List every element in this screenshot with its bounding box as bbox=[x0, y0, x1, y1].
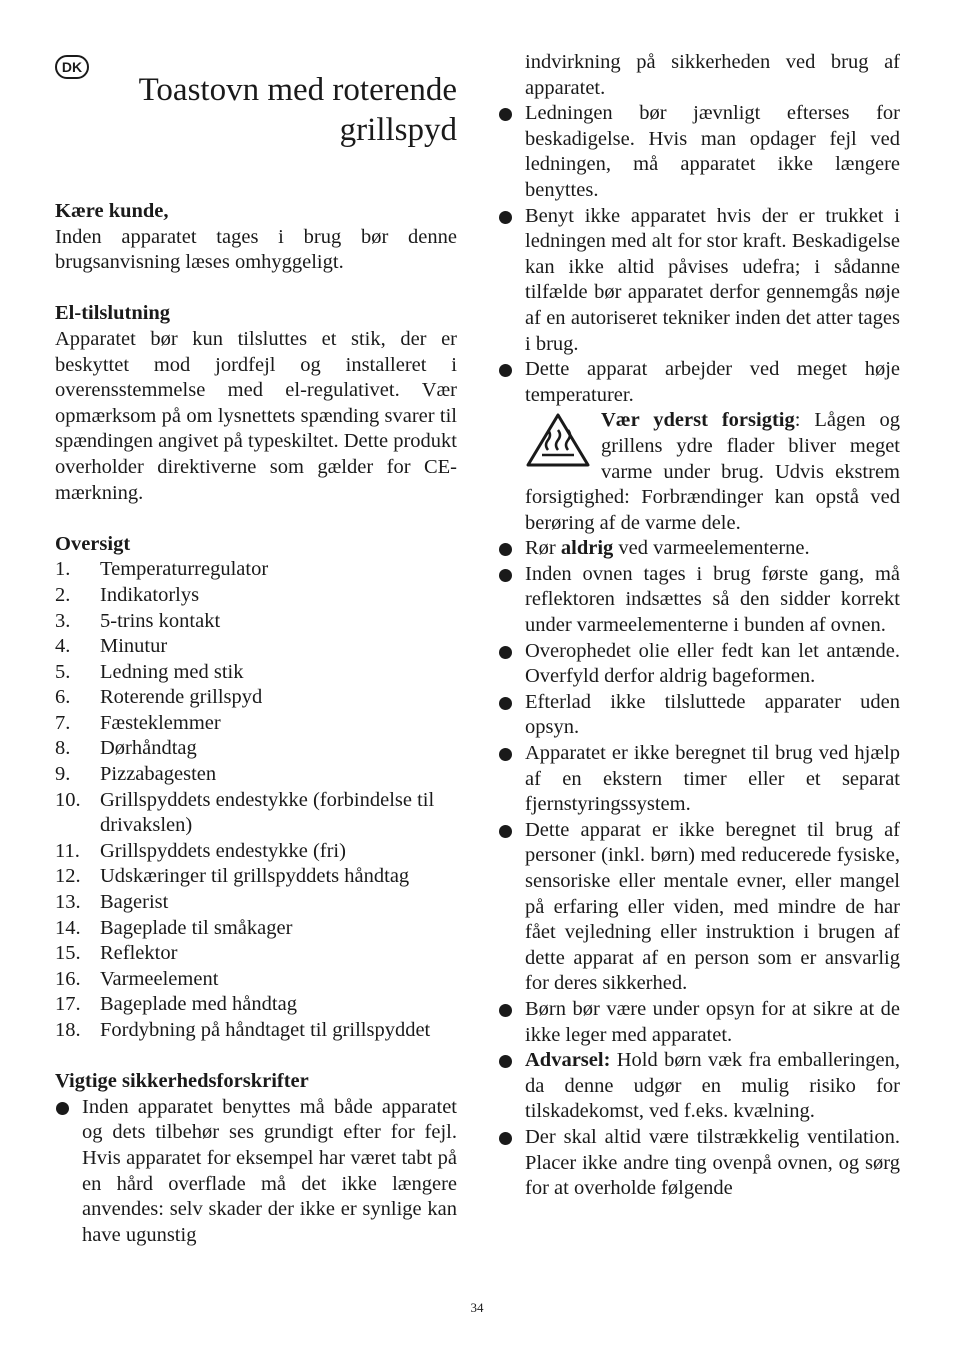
advarsel-bold: Advarsel: bbox=[525, 1049, 611, 1072]
overview-item-number: 14. bbox=[55, 916, 81, 939]
safety-list-continued bbox=[498, 50, 900, 101]
warning-block bbox=[498, 408, 900, 536]
overview-item-number: 18. bbox=[55, 1019, 81, 1041]
overview-item bbox=[55, 788, 457, 839]
bullet-icon bbox=[499, 825, 512, 838]
overview-item-number: 12. bbox=[55, 865, 81, 888]
overview-item-text: Temperaturregulator bbox=[100, 558, 269, 581]
overview-item-number: 7. bbox=[55, 711, 71, 734]
overview-item bbox=[55, 609, 457, 635]
overview-item bbox=[55, 736, 457, 762]
safety-bullets-a bbox=[498, 101, 900, 408]
overview-item-number: 15. bbox=[55, 942, 81, 965]
list-item bbox=[498, 204, 900, 358]
overview-item bbox=[55, 864, 457, 890]
warning-body: : Lågen og grillens ydre flader bliver meget varme under brug. Udvis ekstrem forsigtighed: Forbrændinger kan opstå ved berøring af de varme dele. bbox=[525, 409, 900, 534]
bullet-text: Inden apparatet benyttes må både apparatet og dets tilbehør ses grundigt efter for fejl. Hvis apparatet for eksempel har været tabt på en hård overflade må det ikke længere anvendes: selv skader der ikke er synlige kan have ugunstig bbox=[82, 1095, 457, 1246]
hot-surface-warning-icon bbox=[525, 412, 591, 468]
list-item bbox=[498, 818, 900, 997]
bullet-icon bbox=[499, 646, 512, 659]
bullet-icon bbox=[499, 569, 512, 582]
overview-item-text: Bagerist bbox=[100, 891, 169, 914]
bullet-icon bbox=[499, 1004, 512, 1017]
overview-item-text: Fæsteklemmer bbox=[100, 711, 221, 734]
overview-item-number: 11. bbox=[55, 839, 80, 862]
bullet-text: Børn bør være under opsyn for at sikre at de ikke leger med apparatet. bbox=[525, 997, 900, 1046]
bullet-icon bbox=[499, 364, 512, 377]
bullet-text: Overophedet olie eller fedt kan let antænde. Overfyld derfor aldrig bageformen. bbox=[525, 639, 900, 688]
overview-item-number: 4. bbox=[55, 635, 71, 658]
overview-item bbox=[55, 660, 457, 686]
bullet-icon bbox=[499, 1132, 512, 1145]
overview-item-number: 17. bbox=[55, 993, 81, 1016]
touch-pre: Rør bbox=[525, 537, 561, 560]
list-item bbox=[498, 741, 900, 818]
bullet-text: Dette apparat er ikke beregnet til brug af personer (inkl. børn) med reducerede fysiske, sensoriske eller mentale evner, eller mangel på erfaring eller viden, med mindre de har fået vejledning eller instruktion i brugen af dette apparat af en person som er ansvarlig for deres sikkerhed. bbox=[525, 818, 900, 995]
advarsel-text: Hold børn væk fra emballeringen, da denne udgør en mulig risiko for tilskadekomst, ved f.eks. kvælning. bbox=[525, 1049, 900, 1123]
page-title: Toastovn med roterende grillspyd bbox=[138, 72, 457, 149]
overview-item bbox=[55, 941, 457, 967]
overview-item-text: Fordybning på håndtaget til grillspyddet bbox=[100, 1019, 431, 1041]
overview-item-text: Pizzabagesten bbox=[100, 763, 217, 786]
overview-item-text: Reflektor bbox=[100, 942, 178, 965]
overview-item-text: Grillspyddets endestykke (forbindelse til drivakslen) bbox=[100, 788, 435, 837]
overview-list bbox=[55, 557, 457, 1043]
overview-item bbox=[55, 711, 457, 737]
overview-item-text: 5-trins kontakt bbox=[100, 609, 221, 632]
overview-item-number: 6. bbox=[55, 686, 71, 709]
list-item bbox=[498, 997, 900, 1048]
bullet-icon bbox=[499, 211, 512, 224]
overview-item-text: Ledning med stik bbox=[100, 660, 244, 683]
overview-item-text: Bageplade til småkager bbox=[100, 916, 293, 939]
overview-item-number: 2. bbox=[55, 583, 71, 606]
bullet-icon bbox=[499, 108, 512, 121]
bullet-text: Efterlad ikke tilsluttede apparater uden opsyn. bbox=[525, 690, 900, 739]
greeting-text: Inden apparatet tages i brug bør denne brugsanvisning læses omhyggeligt. bbox=[55, 225, 457, 274]
overview-item bbox=[55, 685, 457, 711]
overview-item-number: 9. bbox=[55, 763, 71, 786]
overview-item-text: Grillspyddets endestykke (fri) bbox=[100, 839, 346, 862]
bullet-text: Benyt ikke apparatet hvis der er trukket i ledningen med alt for stor kraft. Beskadigelse kan ikke altid påvises udefra; i sådanne tilfælde bør apparatet derfor gennemgås nøje af en autoriseret tekniker inden det atter tages i brug. bbox=[525, 204, 900, 355]
overview-item bbox=[55, 1018, 457, 1044]
overview-item-text: Minutur bbox=[100, 635, 168, 658]
bullet-icon bbox=[499, 697, 512, 710]
overview-item bbox=[55, 916, 457, 942]
electrical-text: Apparatet bør kun tilsluttes et stik, der er beskyttet mod jordfejl og installeret i overensstemmelse med el-regulativet. Vær opmærksom på om lysnettets spænding svarer til spændingen angivet på typeskiltet. Dette produkt overholder direktiverne som gælder for CE-mærkning. bbox=[55, 327, 457, 504]
overview-item-number: 1. bbox=[55, 558, 71, 581]
overview-heading: Oversigt bbox=[55, 532, 131, 555]
overview-item-number: 13. bbox=[55, 891, 81, 914]
list-item bbox=[55, 1095, 457, 1249]
warning-bold: Vær yderst forsigtig bbox=[601, 409, 795, 432]
right-column bbox=[498, 50, 900, 1202]
list-item bbox=[498, 639, 900, 690]
overview-item-text: Indikatorlys bbox=[100, 583, 200, 606]
overview-item-number: 8. bbox=[55, 737, 71, 760]
overview-item-number: 5. bbox=[55, 660, 71, 683]
bullet-text: Inden ovnen tages i brug første gang, må reflektoren indsættes så den sidder korrekt under varmeelementerne i bunden af ovnen. bbox=[525, 562, 900, 637]
safety-bullets-end bbox=[498, 1048, 900, 1202]
overview-item bbox=[55, 762, 457, 788]
touch-post: ved varmeelementerne. bbox=[613, 537, 810, 560]
list-item bbox=[498, 536, 900, 562]
page-number: 34 bbox=[470, 1300, 484, 1315]
overview-item-text: Dørhåndtag bbox=[100, 737, 197, 760]
list-item bbox=[498, 562, 900, 639]
overview-item bbox=[55, 992, 457, 1018]
overview-item-number: 3. bbox=[55, 609, 71, 632]
bullet-icon bbox=[499, 748, 512, 761]
bullet-text: indvirkning på sikkerheden ved brug af apparatet. bbox=[525, 51, 900, 99]
overview-item bbox=[55, 967, 457, 993]
safety-list-start bbox=[55, 1095, 457, 1249]
overview-item-number: 16. bbox=[55, 967, 81, 990]
overview-item-text: Udskæringer til grillspyddets håndtag bbox=[100, 865, 410, 888]
overview-item bbox=[55, 583, 457, 609]
overview-item-number: 10. bbox=[55, 788, 81, 811]
list-item bbox=[498, 1048, 900, 1125]
bullet-text: Dette apparat arbejder ved meget høje temperaturer. bbox=[525, 358, 900, 406]
bullet-text: Ledningen bør jævnligt efterses for beskadigelse. Hvis man opdager fejl ved ledningen, må apparatet ikke længere benyttes. bbox=[525, 102, 900, 201]
list-item bbox=[498, 690, 900, 741]
overview-item bbox=[55, 839, 457, 865]
language-badge: DK bbox=[55, 55, 89, 79]
overview-item-text: Varmeelement bbox=[100, 967, 219, 990]
list-item bbox=[498, 357, 900, 408]
overview-item bbox=[55, 890, 457, 916]
electrical-heading: El-tilslutning bbox=[55, 302, 171, 325]
overview-item-text: Bageplade med håndtag bbox=[100, 993, 297, 1016]
bullet-icon bbox=[499, 1055, 512, 1068]
list-item-continuation bbox=[498, 50, 900, 101]
greeting-heading: Kære kunde, bbox=[55, 200, 169, 222]
ventilation-text: Der skal altid være tilstrækkelig ventilation. Placer ikke andre ting ovenpå ovnen, og sørg for at overholde følgende bbox=[525, 1125, 900, 1200]
overview-item-text: Roterende grillspyd bbox=[100, 686, 263, 709]
overview-item bbox=[55, 634, 457, 660]
list-item bbox=[498, 101, 900, 203]
safety-heading: Vigtige sikkerhedsforskrifter bbox=[55, 1070, 309, 1093]
touch-bold: aldrig bbox=[560, 537, 614, 560]
overview-item bbox=[55, 557, 457, 583]
left-column bbox=[55, 199, 457, 1248]
safety-bullets-touch bbox=[498, 536, 900, 562]
safety-bullets-b bbox=[498, 562, 900, 1048]
bullet-icon bbox=[56, 1102, 69, 1115]
bullet-icon bbox=[499, 543, 512, 556]
list-item bbox=[498, 1125, 900, 1202]
bullet-text: Apparatet er ikke beregnet til brug ved hjælp af en ekstern timer eller et separat fjernstyringssystem. bbox=[525, 742, 900, 816]
